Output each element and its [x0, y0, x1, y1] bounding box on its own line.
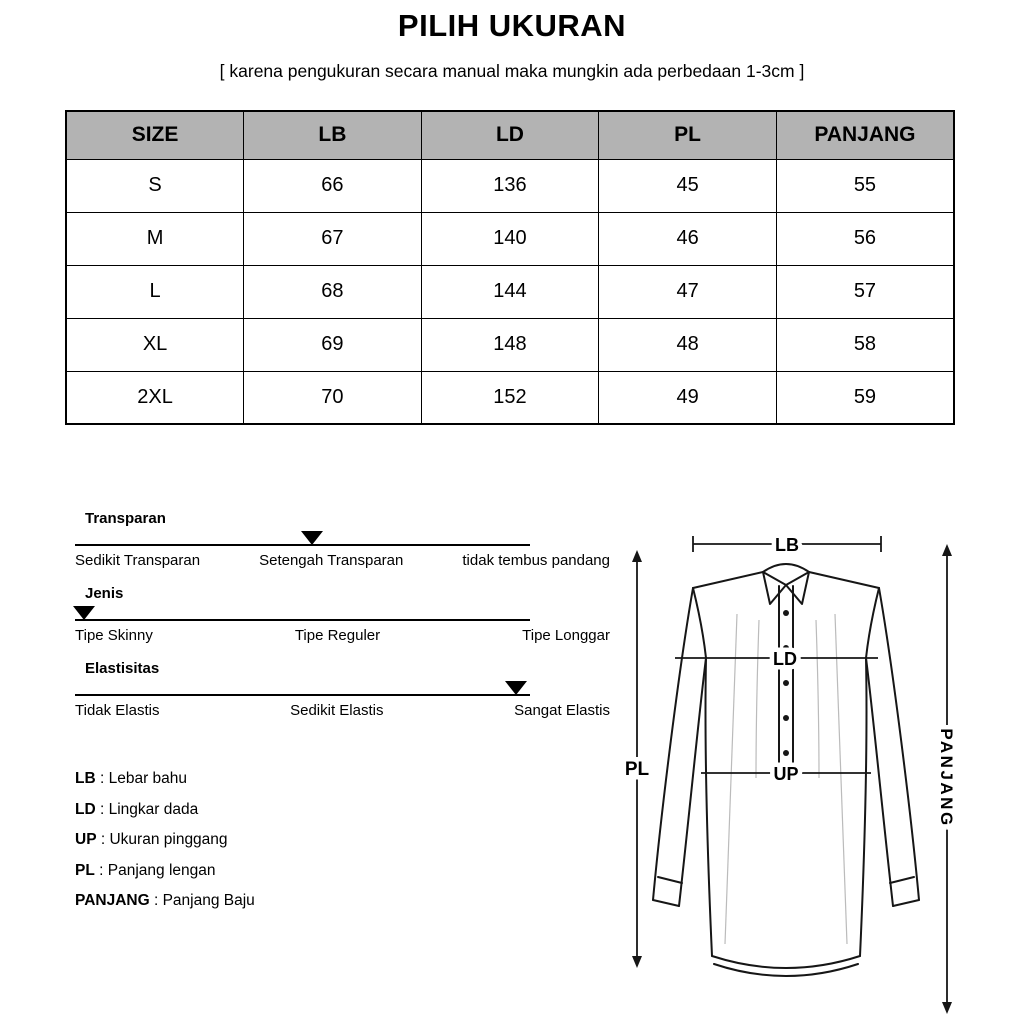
table-cell: 67: [244, 212, 422, 265]
table-cell: 57: [776, 265, 954, 318]
table-cell: 66: [244, 159, 422, 212]
scale-option: Tidak Elastis: [75, 702, 160, 719]
shirt-measurement-diagram: [613, 528, 965, 1020]
scale-option: Sedikit Transparan: [75, 552, 201, 569]
page-title: PILIH UKURAN: [397, 8, 627, 43]
table-cell: XL: [66, 318, 244, 371]
table-cell: 144: [421, 265, 599, 318]
legend-desc: Panjang lengan: [107, 861, 216, 879]
table-cell: 68: [244, 265, 422, 318]
scale-marker-triangle-icon: [301, 531, 323, 545]
size-table-wrap: [65, 110, 955, 425]
scale-option: Tipe Longgar: [522, 627, 610, 644]
table-cell: 55: [776, 159, 954, 212]
table-row: [66, 212, 954, 265]
scale-option: Sangat Elastis: [514, 702, 610, 719]
table-row: [66, 371, 954, 424]
scale-label: Elastisitas: [85, 660, 160, 677]
table-cell: 58: [776, 318, 954, 371]
table-cell: L: [66, 265, 244, 318]
scale-track: [75, 679, 530, 696]
legend-desc: Lebar bahu: [108, 770, 188, 787]
panjang-label: PANJANG: [937, 728, 956, 828]
table-cell: 45: [599, 159, 777, 212]
legend-item-lb: [75, 770, 255, 788]
scale-option: Setengah Transparan: [259, 552, 404, 569]
table-header-row: [66, 111, 954, 159]
scale-label: Transparan: [85, 510, 166, 527]
table-cell: 49: [599, 371, 777, 424]
table-cell: 148: [421, 318, 599, 371]
pl-label: PL: [624, 759, 650, 780]
shirt-diagram-svg: [613, 528, 965, 1020]
attributes-panel: [75, 510, 610, 735]
scale-elastisitas: [75, 660, 610, 719]
scale-marker-triangle-icon: [505, 681, 527, 695]
table-cell: 152: [421, 371, 599, 424]
table-cell: 136: [421, 159, 599, 212]
legend-desc: Panjang Baju: [162, 892, 255, 909]
table-cell: 48: [599, 318, 777, 371]
up-label: UP: [773, 764, 799, 784]
scale-track: [75, 604, 530, 621]
legend-item-up: [75, 831, 255, 849]
scale-jenis: [75, 585, 610, 644]
scale-option: Sedikit Elastis: [290, 702, 384, 719]
legend-separator: :: [99, 800, 105, 818]
scale-options: [75, 702, 610, 719]
table-row: [66, 159, 954, 212]
legend-item-pl: [75, 862, 255, 880]
scale-option: tidak tembus pandang: [462, 552, 610, 569]
size-table: [65, 110, 955, 425]
column-header-pl: PL: [599, 111, 777, 159]
legend-item-panjang: [75, 892, 255, 910]
table-cell: S: [66, 159, 244, 212]
table-cell: M: [66, 212, 244, 265]
ld-label: LD: [773, 649, 797, 669]
legend-abbr: UP: [75, 831, 97, 848]
table-row: [66, 318, 954, 371]
scale-marker-triangle-icon: [73, 606, 95, 620]
legend-separator: :: [99, 770, 105, 787]
legend-separator: :: [99, 861, 104, 879]
table-cell: 2XL: [66, 371, 244, 424]
scale-transparan: [75, 510, 610, 569]
legend-separator: :: [153, 892, 159, 909]
table-row: [66, 265, 954, 318]
lb-label: LB: [775, 535, 799, 555]
table-cell: 70: [244, 371, 422, 424]
scale-label: Jenis: [85, 585, 124, 602]
legend-abbr: PANJANG: [75, 892, 150, 909]
legend-abbr: PL: [75, 861, 95, 879]
measurement-legend: [75, 770, 255, 923]
column-header-ld: LD: [421, 111, 599, 159]
table-cell: 47: [599, 265, 777, 318]
scale-option: Tipe Skinny: [75, 627, 153, 644]
column-header-size: SIZE: [66, 111, 244, 159]
legend-separator: :: [100, 831, 106, 848]
shirt-buttons: [783, 610, 789, 756]
column-header-panjang: PANJANG: [776, 111, 954, 159]
legend-desc: Ukuran pinggang: [109, 831, 228, 848]
table-cell: 56: [776, 212, 954, 265]
legend-abbr: LD: [75, 800, 96, 818]
legend-abbr: LB: [75, 770, 96, 787]
table-cell: 69: [244, 318, 422, 371]
table-cell: 59: [776, 371, 954, 424]
page-subtitle: [ karena pengukuran secara manual maka mungkin ada perbedaan 1-3cm ]: [219, 61, 805, 81]
legend-item-ld: [75, 801, 255, 819]
table-cell: 140: [421, 212, 599, 265]
scale-options: [75, 552, 610, 569]
column-header-lb: LB: [244, 111, 422, 159]
table-cell: 46: [599, 212, 777, 265]
scale-options: [75, 627, 610, 644]
scale-track: [75, 529, 530, 546]
legend-desc: Lingkar dada: [108, 800, 199, 818]
scale-option: Tipe Reguler: [294, 627, 381, 644]
